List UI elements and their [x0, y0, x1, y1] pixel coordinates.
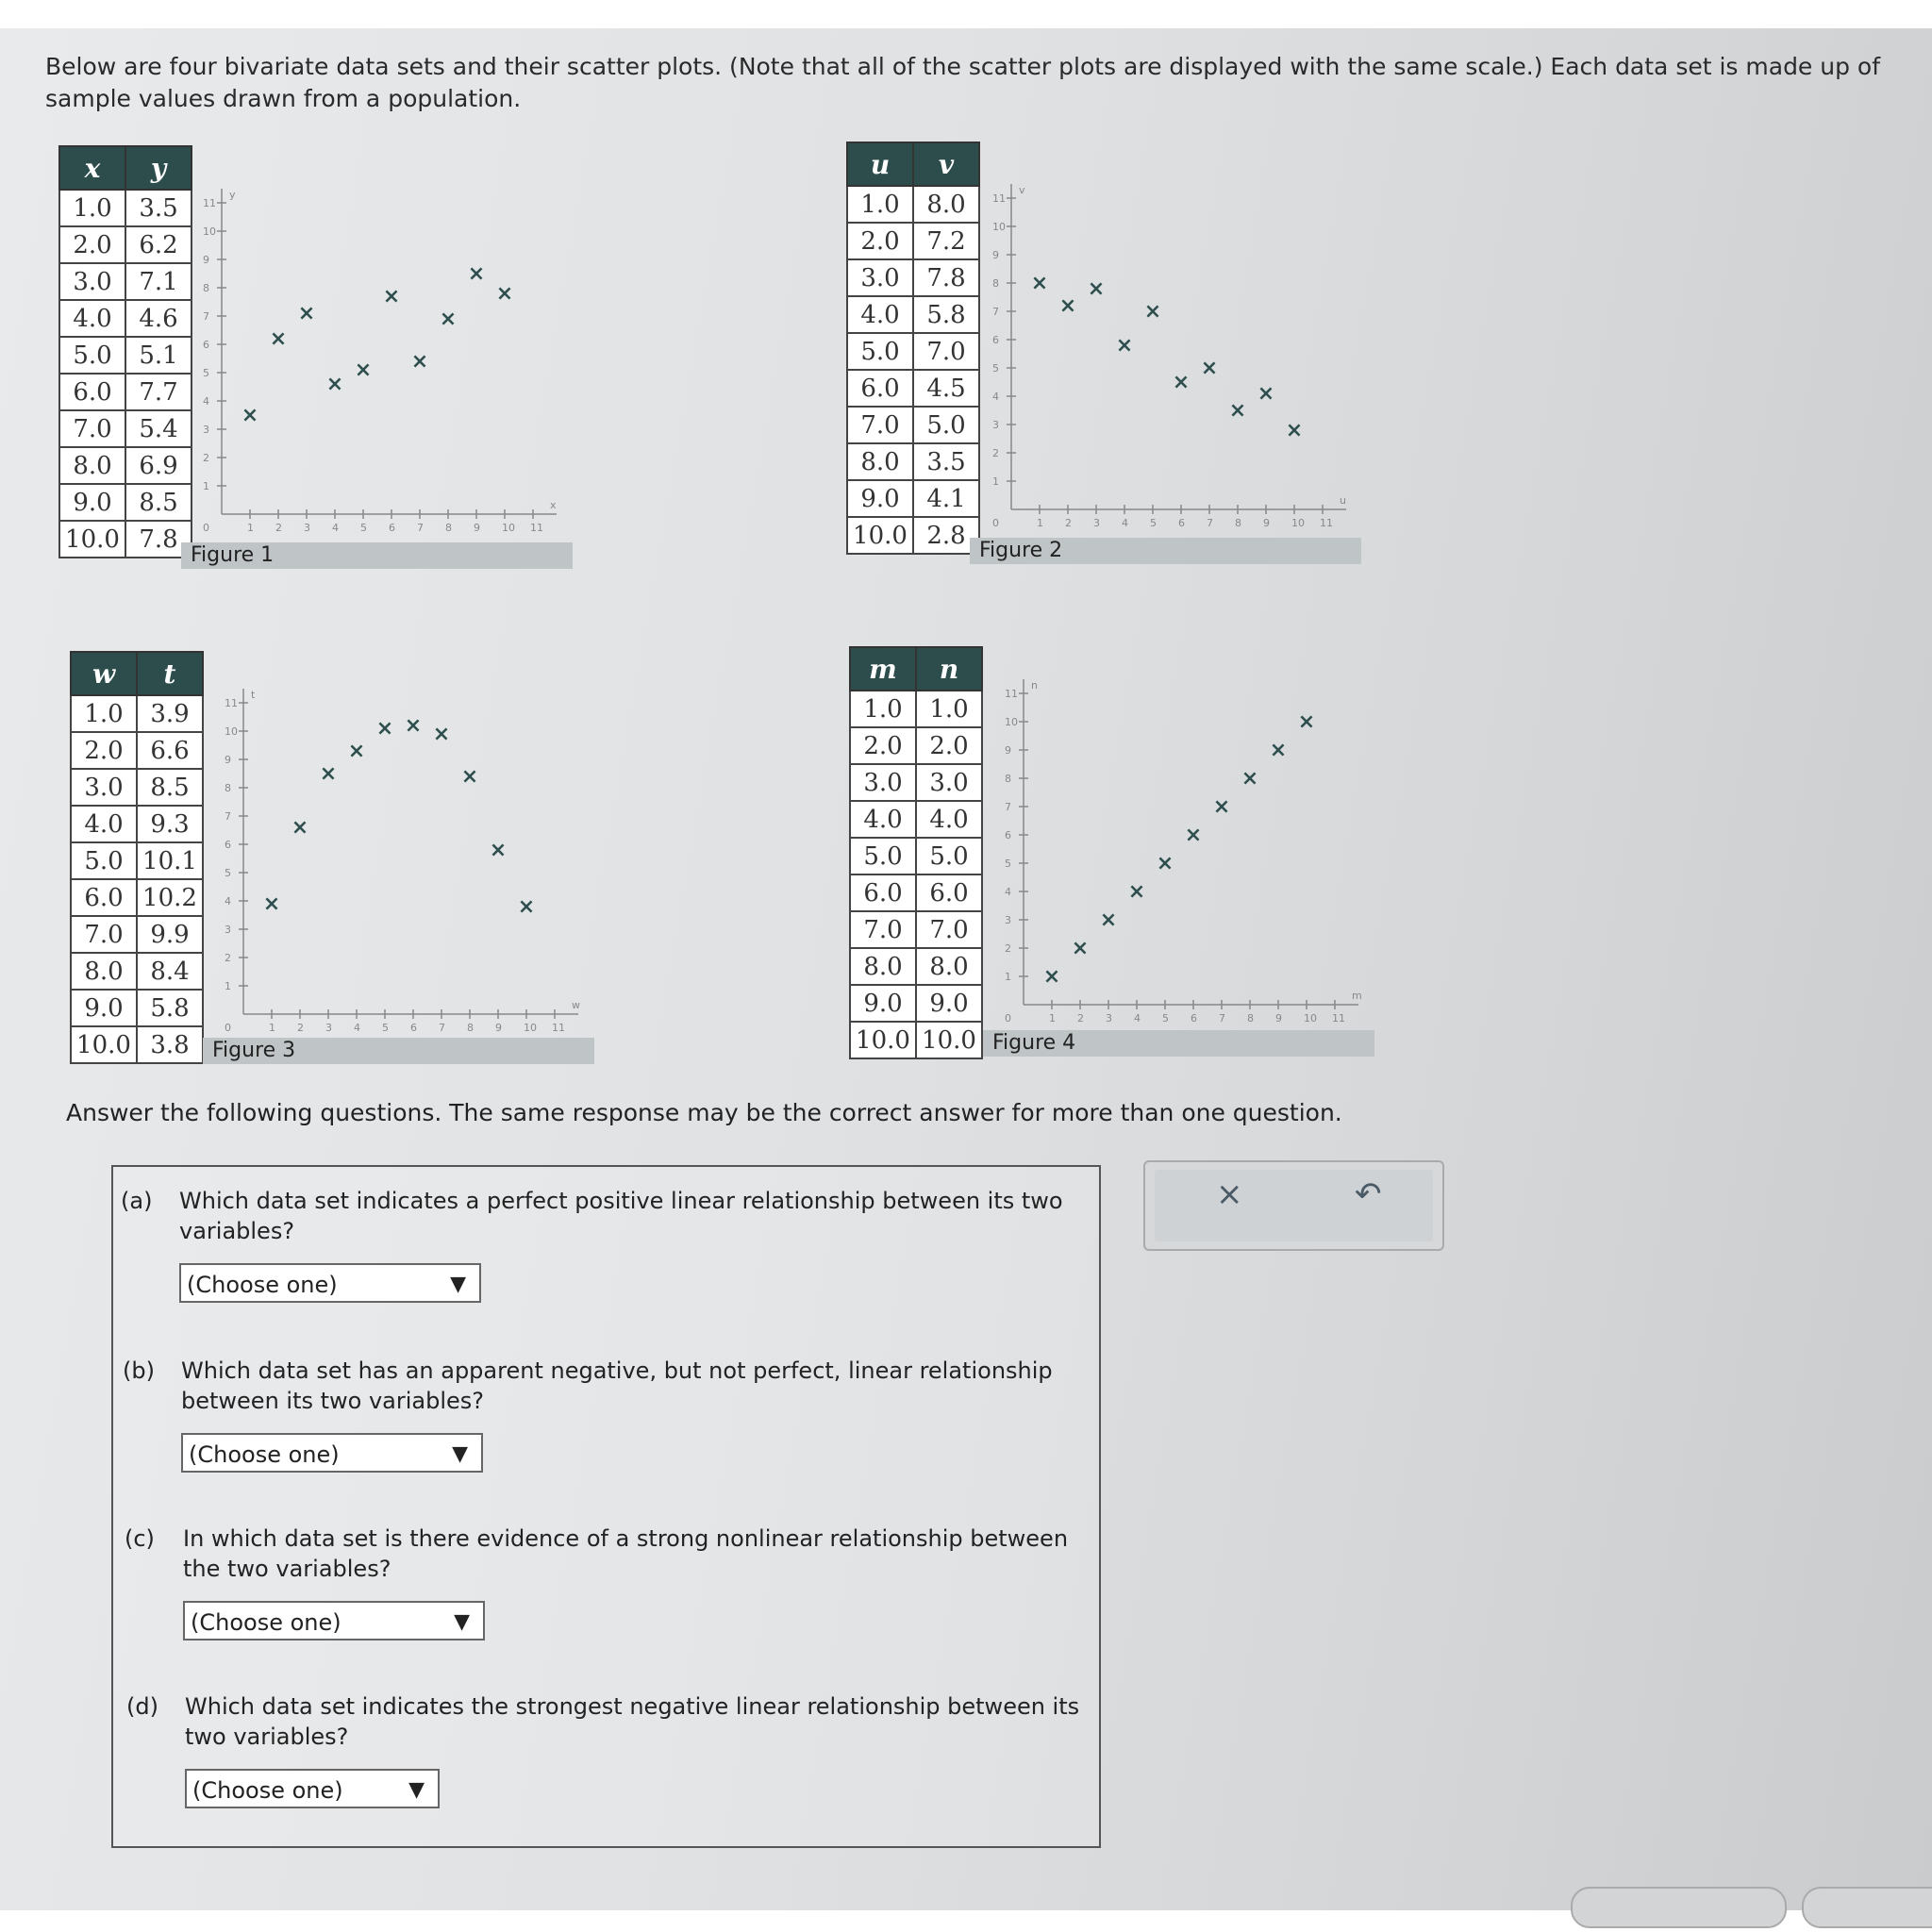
- cell: 9.0: [59, 484, 125, 521]
- cell: 3.8: [137, 1026, 203, 1063]
- y-tick-label: 5: [225, 867, 231, 879]
- x-tick-label: 1: [247, 522, 254, 534]
- data-point: ×: [489, 839, 508, 862]
- y-tick-label: 11: [1005, 688, 1018, 700]
- cell: 8.0: [913, 186, 979, 223]
- data-table-2: [846, 142, 980, 555]
- x-tick-label: 9: [1275, 1012, 1282, 1024]
- cell: 3.5: [125, 190, 192, 226]
- x-tick-label: 11: [530, 522, 543, 534]
- cell: 6.2: [125, 226, 192, 263]
- y-tick-label: 10: [203, 225, 216, 238]
- cell: 9.9: [137, 916, 203, 953]
- y-tick-label: 3: [1005, 914, 1011, 926]
- cell: 4.0: [847, 296, 913, 333]
- y-tick-label: 5: [992, 362, 999, 375]
- y-tick-label: 5: [203, 367, 209, 379]
- dropdown-arrow-icon: ▼: [450, 1273, 466, 1296]
- cell: 6.0: [71, 879, 137, 916]
- question-a: [121, 1186, 1092, 1337]
- y-tick-label: 10: [992, 221, 1006, 233]
- x-tick-label: 3: [1106, 1012, 1112, 1024]
- y-tick-label: 2: [225, 952, 231, 964]
- data-point: ×: [382, 285, 401, 308]
- cell: 5.8: [913, 296, 979, 333]
- figure-label-2: Figure 2: [970, 538, 1361, 564]
- data-point: ×: [439, 308, 458, 331]
- cell: 4.0: [916, 801, 982, 838]
- y-tick-label: 6: [225, 839, 231, 851]
- cell: 10.0: [847, 517, 913, 554]
- data-point: ×: [262, 892, 281, 916]
- x-tick-label: 10: [502, 522, 515, 534]
- cell: 8.0: [850, 948, 916, 985]
- data-point: ×: [1297, 710, 1316, 734]
- cell: 7.8: [125, 521, 192, 558]
- cell: 8.5: [137, 769, 203, 806]
- cell: 7.0: [59, 410, 125, 447]
- y-tick-label: 1: [1005, 971, 1011, 983]
- x-tick-label: 2: [275, 522, 282, 534]
- cell: 5.8: [137, 990, 203, 1026]
- x-tick-label: 8: [467, 1022, 474, 1034]
- cell: 8.0: [71, 953, 137, 990]
- cell: 1.0: [850, 691, 916, 727]
- y-tick-label: 10: [1005, 716, 1018, 728]
- cell: 6.9: [125, 447, 192, 484]
- y-tick-label: 4: [992, 391, 999, 403]
- select-value: (Choose one): [187, 1272, 338, 1298]
- data-point: ×: [1127, 880, 1146, 904]
- cell: 4.5: [913, 370, 979, 407]
- y-tick-label: 3: [992, 419, 999, 431]
- data-point: ×: [297, 302, 316, 325]
- cell: 3.5: [913, 443, 979, 480]
- cell: 10.0: [59, 521, 125, 558]
- y-tick-label: 6: [1005, 829, 1011, 841]
- cell: 5.0: [847, 333, 913, 370]
- y-axis-label: t: [251, 689, 256, 701]
- y-tick-label: 4: [225, 895, 231, 908]
- data-point: ×: [291, 816, 309, 840]
- x-axis-label: w: [572, 999, 580, 1011]
- dataset-4: [849, 646, 983, 1059]
- dropdown-arrow-icon: ▼: [408, 1778, 425, 1802]
- cell: 4.6: [125, 300, 192, 337]
- y-tick-label: 5: [1005, 858, 1011, 870]
- y-axis-label: v: [1019, 184, 1025, 196]
- x-tick-label: 11: [1332, 1012, 1345, 1024]
- cell: 10.2: [137, 879, 203, 916]
- cell: 7.0: [847, 407, 913, 443]
- x-tick-label: 7: [417, 522, 424, 534]
- data-point: ×: [1257, 382, 1275, 406]
- x-tick-label: 6: [389, 522, 395, 534]
- data-point: ×: [404, 714, 423, 738]
- cell: 7.1: [125, 263, 192, 300]
- cell: 2.8: [913, 517, 979, 554]
- x-tick-label: 5: [360, 522, 367, 534]
- x-tick-label: 7: [1207, 517, 1213, 529]
- cell: 5.1: [125, 337, 192, 374]
- cell: 9.0: [71, 990, 137, 1026]
- x-tick-label: 4: [1134, 1012, 1141, 1024]
- x-tick-label: 9: [474, 522, 480, 534]
- cell: 7.0: [850, 911, 916, 948]
- cell: 1.0: [916, 691, 982, 727]
- y-tick-label: 3: [225, 924, 231, 936]
- cell: 8.0: [916, 948, 982, 985]
- dataset-3: [70, 651, 204, 1064]
- data-point: ×: [354, 358, 373, 382]
- cell: 3.9: [137, 695, 203, 732]
- cell: 7.0: [916, 911, 982, 948]
- x-tick-label: 2: [1065, 517, 1072, 529]
- data-point: ×: [467, 262, 486, 286]
- cell: 3.0: [850, 764, 916, 801]
- select-value: (Choose one): [191, 1609, 341, 1636]
- question-label: (c): [125, 1525, 155, 1552]
- cell: 7.2: [913, 223, 979, 259]
- submit-button[interactable]: [1802, 1887, 1932, 1928]
- intro-text: Below are four bivariate data sets and their scatter plots. (Note that all of the scatter plots are displayed with the same scale.) Each data set is made up of sample values drawn from a population.: [45, 53, 1881, 112]
- y-tick-label: 2: [992, 447, 999, 459]
- x-tick-label: 6: [1178, 517, 1185, 529]
- data-point: ×: [432, 723, 451, 746]
- y-tick-label: 7: [992, 306, 999, 318]
- x-tick-label: 3: [1093, 517, 1100, 529]
- answer-instructions: Answer the following questions. The same response may be the correct answer for more than one question.: [66, 1099, 1342, 1126]
- x-axis-label: m: [1352, 990, 1362, 1002]
- data-point: ×: [1099, 908, 1118, 932]
- col-header: u: [847, 142, 913, 186]
- figure-label-4: Figure 4: [983, 1030, 1374, 1057]
- data-point: ×: [1269, 739, 1288, 762]
- data-point: ×: [1042, 965, 1061, 989]
- cell: 9.0: [847, 480, 913, 517]
- cell: 7.0: [913, 333, 979, 370]
- data-point: ×: [1212, 795, 1231, 819]
- y-tick-label: 8: [992, 277, 999, 290]
- data-point: ×: [241, 404, 259, 427]
- data-point: ×: [1143, 300, 1162, 324]
- cell: 6.0: [850, 874, 916, 911]
- cell: 5.0: [916, 838, 982, 874]
- cell: 2.0: [850, 727, 916, 764]
- y-tick-label: 7: [225, 810, 231, 823]
- data-point: ×: [1172, 371, 1191, 394]
- cell: 8.0: [59, 447, 125, 484]
- x-tick-label: 1: [1049, 1012, 1056, 1024]
- data-point: ×: [517, 895, 536, 919]
- x-tick-label: 6: [410, 1022, 417, 1034]
- cell: 3.0: [71, 769, 137, 806]
- cell: 6.6: [137, 732, 203, 769]
- cell: 7.7: [125, 374, 192, 410]
- scatter-plot-2: [983, 156, 1360, 552]
- cell: 10.0: [916, 1022, 982, 1058]
- origin-label: 0: [992, 517, 999, 529]
- y-tick-label: 6: [992, 334, 999, 346]
- answer-tools-inner: [1155, 1170, 1433, 1241]
- cell: 8.4: [137, 953, 203, 990]
- y-tick-label: 1: [992, 475, 999, 488]
- y-tick-label: 11: [992, 192, 1006, 205]
- question-text: In which data set is there evidence of a strong nonlinear relationship between the two variables?: [183, 1525, 1069, 1582]
- question-label: (a): [121, 1188, 153, 1214]
- x-tick-label: 10: [1291, 517, 1305, 529]
- cell: 10.1: [137, 842, 203, 879]
- data-point: ×: [269, 327, 288, 351]
- question-text: Which data set indicates a perfect positive linear relationship between its two variables?: [179, 1188, 1063, 1244]
- scatter-plot-1: [193, 160, 571, 557]
- x-tick-label: 8: [1235, 517, 1241, 529]
- data-point: ×: [1030, 272, 1049, 295]
- question-b: [123, 1356, 1094, 1507]
- dropdown-arrow-icon: ▼: [452, 1442, 468, 1466]
- data-table-3: [70, 651, 204, 1064]
- cell: 3.0: [916, 764, 982, 801]
- cell: 9.0: [916, 985, 982, 1022]
- col-header: y: [125, 146, 192, 190]
- dataset-2: [846, 142, 980, 555]
- cell: 9.3: [137, 806, 203, 842]
- question-c: [125, 1524, 1096, 1674]
- y-axis-label: n: [1031, 679, 1038, 691]
- answer-select-b[interactable]: [181, 1433, 483, 1473]
- undo-icon[interactable]: ↶: [1355, 1175, 1382, 1213]
- cell: 10.0: [850, 1022, 916, 1058]
- cell: 7.0: [71, 916, 137, 953]
- question-label: (b): [123, 1357, 155, 1384]
- x-tick-label: 9: [495, 1022, 502, 1034]
- origin-label: 0: [225, 1022, 231, 1034]
- origin-label: 0: [1005, 1012, 1011, 1024]
- cell: 1.0: [71, 695, 137, 732]
- figure-label-1: Figure 1: [181, 542, 573, 569]
- questions-panel: [111, 1165, 1101, 1848]
- question-d: [126, 1691, 1098, 1842]
- scatter-plot-3: [215, 660, 592, 1057]
- x-axis-label: u: [1340, 494, 1346, 507]
- cell: 10.0: [71, 1026, 137, 1063]
- data-point: ×: [495, 282, 514, 306]
- y-tick-label: 8: [225, 782, 231, 794]
- data-point: ×: [1285, 419, 1304, 442]
- y-tick-label: 2: [203, 452, 209, 464]
- cell: 4.0: [71, 806, 137, 842]
- y-tick-label: 4: [1005, 886, 1011, 898]
- cell: 9.0: [850, 985, 916, 1022]
- question-text: Which data set indicates the strongest negative linear relationship between its two variables?: [185, 1693, 1080, 1750]
- cell: 5.4: [125, 410, 192, 447]
- x-tick-label: 7: [1219, 1012, 1225, 1024]
- dataset-1: [58, 145, 192, 558]
- x-tick-label: 11: [1320, 517, 1333, 529]
- data-point: ×: [1087, 277, 1106, 301]
- y-tick-label: 6: [203, 339, 209, 351]
- question-label: (d): [126, 1693, 158, 1720]
- screen: [0, 28, 1932, 1910]
- y-tick-label: 9: [992, 249, 999, 261]
- x-tick-label: 2: [1077, 1012, 1084, 1024]
- y-axis-label: y: [229, 189, 236, 201]
- y-tick-label: 2: [1005, 942, 1011, 955]
- x-tick-label: 9: [1263, 517, 1270, 529]
- x-tick-label: 10: [524, 1022, 537, 1034]
- x-tick-label: 5: [1150, 517, 1157, 529]
- cell: 4.1: [913, 480, 979, 517]
- y-tick-label: 8: [1005, 773, 1011, 785]
- cell: 2.0: [847, 223, 913, 259]
- data-point: ×: [347, 740, 366, 763]
- cell: 1.0: [847, 186, 913, 223]
- x-tick-label: 4: [354, 1022, 360, 1034]
- col-header: m: [850, 647, 916, 691]
- x-tick-label: 6: [1191, 1012, 1197, 1024]
- x-tick-label: 4: [332, 522, 339, 534]
- answer-select-d[interactable]: [185, 1769, 440, 1808]
- cell: 5.0: [59, 337, 125, 374]
- cell: 1.0: [59, 190, 125, 226]
- y-tick-label: 3: [203, 424, 209, 436]
- answer-tools: [1143, 1160, 1444, 1251]
- cell: 6.0: [916, 874, 982, 911]
- answer-select-a[interactable]: [179, 1263, 481, 1303]
- cell: 8.0: [847, 443, 913, 480]
- data-point: ×: [1228, 399, 1247, 423]
- y-tick-label: 4: [203, 395, 209, 408]
- cell: 3.0: [847, 259, 913, 296]
- data-table-4: [849, 646, 983, 1059]
- col-header: w: [71, 652, 137, 695]
- x-tick-label: 3: [304, 522, 310, 534]
- x-tick-label: 8: [445, 522, 452, 534]
- data-point: ×: [375, 717, 394, 741]
- cell: 8.5: [125, 484, 192, 521]
- col-header: v: [913, 142, 979, 186]
- answer-select-c[interactable]: [183, 1601, 485, 1641]
- cell: 7.8: [913, 259, 979, 296]
- cell: 3.0: [59, 263, 125, 300]
- data-point: ×: [1115, 334, 1134, 358]
- y-tick-label: 8: [203, 282, 209, 294]
- x-axis-label: x: [550, 499, 557, 511]
- y-tick-label: 11: [203, 197, 216, 209]
- figure-label-3: Figure 3: [203, 1038, 594, 1064]
- cell: 4.0: [59, 300, 125, 337]
- data-point: ×: [1071, 937, 1090, 960]
- data-point: ×: [319, 762, 338, 786]
- x-tick-label: 8: [1247, 1012, 1254, 1024]
- clear-icon[interactable]: ×: [1216, 1175, 1243, 1213]
- col-header: n: [916, 647, 982, 691]
- x-tick-label: 2: [297, 1022, 304, 1034]
- col-header: x: [59, 146, 125, 190]
- data-point: ×: [460, 765, 479, 789]
- cell: 5.0: [71, 842, 137, 879]
- data-point: ×: [1058, 294, 1077, 318]
- y-tick-label: 9: [225, 754, 231, 766]
- y-tick-label: 7: [203, 310, 209, 323]
- y-tick-label: 7: [1005, 801, 1011, 813]
- data-point: ×: [1241, 767, 1259, 791]
- cell: 2.0: [59, 226, 125, 263]
- x-tick-label: 5: [1162, 1012, 1169, 1024]
- y-tick-label: 11: [225, 697, 238, 709]
- y-tick-label: 1: [225, 980, 231, 992]
- cell: 4.0: [850, 801, 916, 838]
- question-text: Which data set has an apparent negative, but not perfect, linear relationship between its two variables?: [181, 1357, 1053, 1414]
- data-point: ×: [1200, 357, 1219, 380]
- data-table-1: [58, 145, 192, 558]
- y-tick-label: 9: [203, 254, 209, 266]
- scatter-plot-4: [995, 651, 1373, 1047]
- data-point: ×: [1184, 824, 1203, 847]
- cell: 5.0: [913, 407, 979, 443]
- y-tick-label: 9: [1005, 744, 1011, 757]
- data-point: ×: [325, 373, 344, 396]
- data-point: ×: [1156, 852, 1174, 875]
- explanation-button[interactable]: [1571, 1887, 1787, 1928]
- y-tick-label: 1: [203, 480, 209, 492]
- x-tick-label: 3: [325, 1022, 332, 1034]
- y-tick-label: 10: [225, 725, 238, 738]
- x-tick-label: 4: [1122, 517, 1128, 529]
- data-point: ×: [410, 350, 429, 374]
- col-header: t: [137, 652, 203, 695]
- cell: 2.0: [916, 727, 982, 764]
- x-tick-label: 7: [439, 1022, 445, 1034]
- cell: 2.0: [71, 732, 137, 769]
- dropdown-arrow-icon: ▼: [454, 1610, 470, 1634]
- select-value: (Choose one): [189, 1441, 340, 1468]
- x-tick-label: 10: [1304, 1012, 1317, 1024]
- x-tick-label: 1: [1037, 517, 1043, 529]
- cell: 5.0: [850, 838, 916, 874]
- x-tick-label: 1: [269, 1022, 275, 1034]
- x-tick-label: 5: [382, 1022, 389, 1034]
- cell: 6.0: [847, 370, 913, 407]
- select-value: (Choose one): [192, 1777, 343, 1804]
- cell: 6.0: [59, 374, 125, 410]
- origin-label: 0: [203, 522, 209, 534]
- x-tick-label: 11: [552, 1022, 565, 1034]
